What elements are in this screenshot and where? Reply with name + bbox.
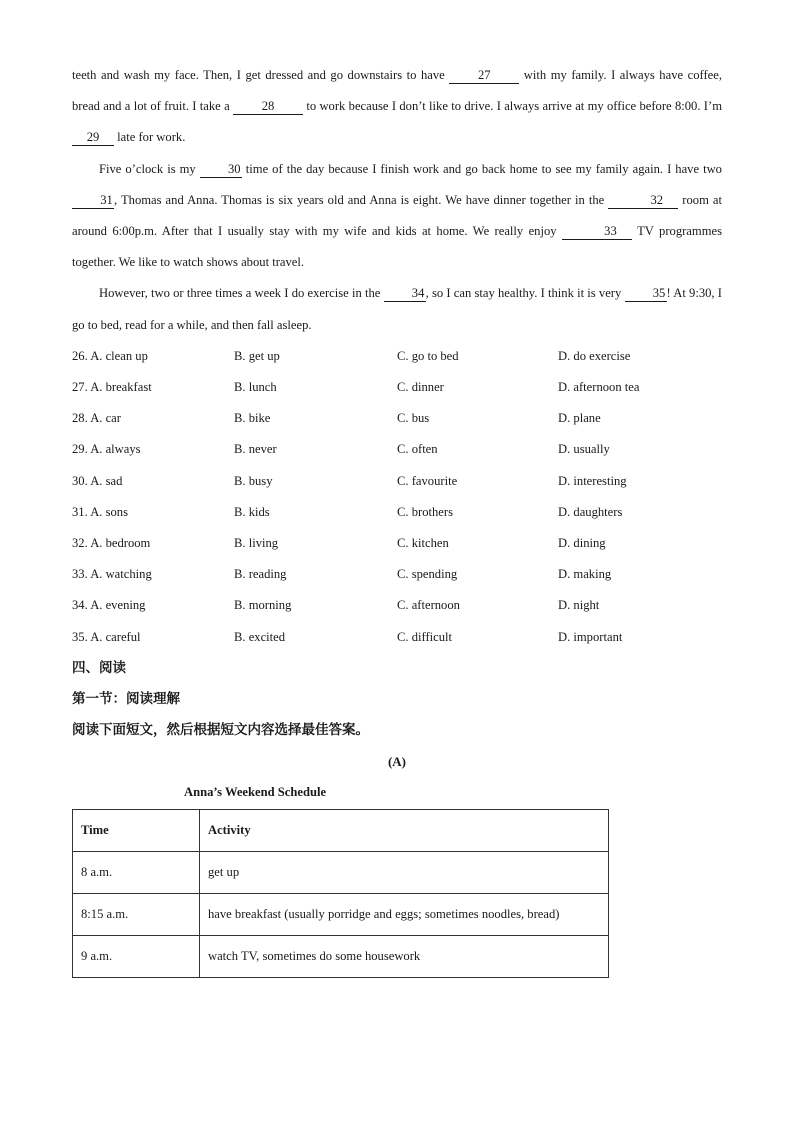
option-c: C. go to bed xyxy=(397,348,459,363)
option-a: 27. A. breakfast xyxy=(72,380,152,395)
option-b: B. bike xyxy=(234,411,271,426)
option-c: C. difficult xyxy=(397,629,453,644)
passage-text: Five o’clock is my xyxy=(99,161,200,176)
question-row xyxy=(72,341,722,372)
question-row xyxy=(72,559,722,590)
passage-label: (A) xyxy=(387,754,407,770)
passage-paragraph-2 xyxy=(72,154,722,279)
exam-page xyxy=(72,60,722,978)
section-subtitle: 第一节：阅读理解 xyxy=(72,690,180,707)
option-c: C. afternoon xyxy=(397,598,460,613)
cell-activity: watch TV, sometimes do some housework xyxy=(200,935,609,977)
section-title: 四、阅读 xyxy=(72,659,126,676)
option-d: D. afternoon tea xyxy=(558,380,640,395)
option-a: 35. A. careful xyxy=(72,629,141,644)
option-a: 32. A. bedroom xyxy=(72,535,151,550)
option-a: 34. A. evening xyxy=(72,598,146,613)
question-row xyxy=(72,403,722,434)
option-c: C. brothers xyxy=(397,504,453,519)
cell-activity: have breakfast (usually porridge and eggs; sometimes noodles, bread) xyxy=(200,893,609,935)
question-row xyxy=(72,497,722,528)
passage-text: However, two or three times a week I do exercise in the xyxy=(99,286,384,301)
passage-text: , so I can stay healthy. I think it is very xyxy=(425,286,625,301)
cell-activity: get up xyxy=(200,851,609,893)
section-instruction: 阅读下面短文，然后根据短文内容选择最佳答案。 xyxy=(72,722,369,739)
cell-time: 8 a.m. xyxy=(73,851,200,893)
option-b: B. never xyxy=(234,442,277,457)
blank-33: 33 xyxy=(562,224,632,240)
blank-27: 27 xyxy=(449,68,519,84)
option-c: C. dinner xyxy=(397,380,444,395)
passage-paragraph-3 xyxy=(72,278,722,340)
option-b: B. kids xyxy=(234,504,270,519)
cell-time: 9 a.m. xyxy=(73,935,200,977)
passage-text: late for work. xyxy=(114,130,186,145)
option-c: C. kitchen xyxy=(397,535,449,550)
header-activity: Activity xyxy=(200,809,609,851)
passage-text: , Thomas and Anna. Thomas is six years old and Anna is eight. We have dinner together in the xyxy=(114,192,609,207)
blank-30: 30 xyxy=(200,162,242,178)
option-d: D. making xyxy=(558,567,612,582)
option-a: 26. A. clean up xyxy=(72,348,148,363)
option-a: 33. A. watching xyxy=(72,567,152,582)
option-b: B. morning xyxy=(234,598,292,613)
option-a: 30. A. sad xyxy=(72,473,123,488)
option-b: B. living xyxy=(234,535,279,550)
question-row xyxy=(72,622,722,653)
option-b: B. lunch xyxy=(234,380,277,395)
header-time: Time xyxy=(73,809,200,851)
schedule-title: Anna’s Weekend Schedule xyxy=(184,785,327,800)
option-c: C. spending xyxy=(397,567,458,582)
question-row xyxy=(72,372,722,403)
blank-32: 32 xyxy=(608,193,678,209)
passage-text: TV programmes together. We like to watch shows about travel. xyxy=(72,224,722,270)
option-b: B. get up xyxy=(234,348,280,363)
option-b: B. excited xyxy=(234,629,286,644)
blank-31: 31 xyxy=(72,193,114,209)
schedule-table xyxy=(72,809,609,978)
option-d: D. plane xyxy=(558,411,601,426)
option-d: D. daughters xyxy=(558,504,623,519)
passage-paragraph-1 xyxy=(72,60,722,154)
question-row xyxy=(72,434,722,465)
option-b: B. busy xyxy=(234,473,273,488)
option-d: D. night xyxy=(558,598,600,613)
option-a: 29. A. always xyxy=(72,442,141,457)
blank-29: 29 xyxy=(72,130,114,146)
passage-text: time of the day because I finish work and go back home to see my family again. I have two xyxy=(241,161,722,176)
passage-text: room at around 6:00p.m. After that I usually stay with my wife and kids at home. We really enjoy xyxy=(72,192,722,239)
blank-35: 35 xyxy=(625,286,667,302)
question-row xyxy=(72,466,722,497)
passage-text: to work because I don’t like to drive. I always arrive at my office before 8:00. I’m xyxy=(303,99,722,114)
option-d: D. usually xyxy=(558,442,610,457)
option-b: B. reading xyxy=(234,567,287,582)
option-d: D. important xyxy=(558,629,623,644)
option-d: D. interesting xyxy=(558,473,627,488)
passage-text: ! At 9:30, I go to bed, read for a while, and then fall asleep. xyxy=(72,286,722,332)
cell-time: 8:15 a.m. xyxy=(73,893,200,935)
question-row xyxy=(72,528,722,559)
table-row xyxy=(73,851,609,893)
answer-options xyxy=(72,341,722,653)
option-a: 28. A. car xyxy=(72,411,121,426)
option-c: C. bus xyxy=(397,411,430,426)
option-a: 31. A. sons xyxy=(72,504,128,519)
table-row xyxy=(73,935,609,977)
option-d: D. do exercise xyxy=(558,348,631,363)
blank-28: 28 xyxy=(233,99,303,115)
option-c: C. favourite xyxy=(397,473,458,488)
table-row xyxy=(73,893,609,935)
passage-text: with my family. I always have coffee, bread and a lot of fruit. I take a xyxy=(72,68,722,114)
option-c: C. often xyxy=(397,442,438,457)
table-header-row xyxy=(73,809,609,851)
question-row xyxy=(72,590,722,621)
option-d: D. dining xyxy=(558,535,606,550)
passage-text: teeth and wash my face. Then, I get dressed and go downstairs to have xyxy=(72,68,450,82)
blank-34: 34 xyxy=(384,286,426,302)
